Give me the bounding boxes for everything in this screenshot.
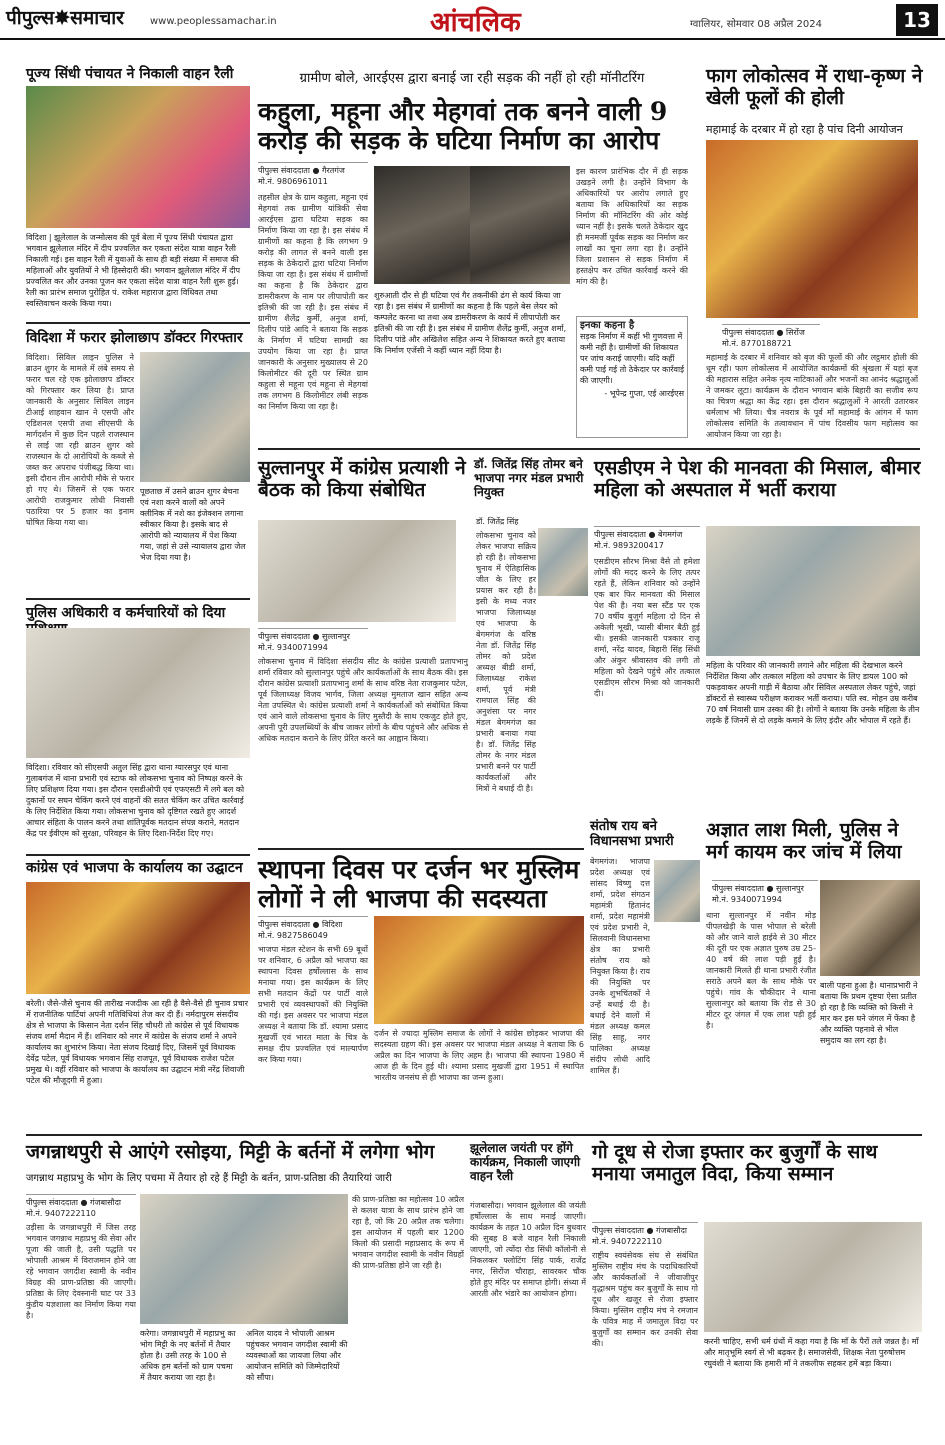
- s11-headline: संतोष राय बने विधानसभा प्रभारी: [590, 819, 674, 849]
- s10-body: भाजपा मंडल स्टेशन के सभी 69 बूथों पर शनिवार, 6 अप्रैल को भाजपा का स्थापना दिवस हर्षोल्लास के साथ मनाया गया। इस कार्यक्रम के लिए सभी मतदान केंद्रों पर पार्टी वाले प्रभारी एवं व्यवस्थापकों की नियुक्ति की गई। इस अवसर पर भाजपा मंडल अध्यक्ष ने बताया कि डॉ. श्यामा प्रसाद मुखर्जी एवं भारत माता के चित्र के समक्ष दीप प्रज्वलित एवं माल्यार्पण कर किया गया।: [258, 945, 368, 1064]
- s10-mobile: मो.नं. 9827586049: [258, 931, 328, 940]
- s9-caption: महिला के परिवार की जानकारी लगाने और महिला की देखभाल करने निर्देशित किया और तत्काल महिला को उपचार के लिए डायल 100 को पकड़वाकर अपनी गाड़ी में बैठाया और सिविल अस्पताल लेकर पहुंचे, जहां डॉक्टरों से स्वास्थ्य परीक्षण कराकर भर्ती कराया। पति स्व. मोहन उम्र करीब 70 वर्ष निवासी ग्राम उस्का की है। लोगों ने बताया कि उनके महिला के तीन लड़के हैं जिनमें से दो लड़के कमाने के लिए इंदौर और भोपाल में रहते हैं।: [706, 661, 920, 725]
- s11-photo: [654, 860, 700, 922]
- s3-title: पुलिस अधिकारी व कर्मचारियों को दिया: [26, 605, 226, 621]
- s15-headline: गो दूध से रोजा इफ्तार कर बुजुर्गों के साथ मनाया जमातुल विदा, किया सम्मान: [592, 1141, 878, 1185]
- s6-photo: [706, 140, 918, 318]
- s3-caption: विदिशा। रविवार को सीएसपी अतुल सिंह द्वारा थाना ग्यारसपुर एवं थाना गुलाबगंज में थाना प्रभारी एवं स्टाफ को लोकसभा चुनाव को निष्पक्ष करने के लिए प्रशिक्षण दिया गया। इस दौरान एसडीओपी एवं एफएसटी में लगे बल को दुकानों पर सघन चेकिंग करने एवं वाहनों की सतत चेकिंग कर उचित कार्रवाई के लिए निर्देशित किया गया। लोकसभा चुनाव को दृष्टिगत रखते हुए आदर्श आचार संहिता के पालन करने तथा शांतिपूर्वक मतदान संपन्न कराने, मतदान केंद्र पर ईवीएम को सुरक्षा, परिवहन के लिए दिशा-निर्देश दिए गए।: [26, 763, 245, 838]
- page-number: 13: [896, 4, 938, 36]
- s6-kicker: महामाई के दरबार में हो रहा है पांच दिनी आयोजन: [706, 123, 903, 136]
- s12-byline: पीपुल्स संवाददाता ● सुल्तानपुर: [712, 880, 818, 894]
- s4-photo: [26, 882, 250, 994]
- s2-caption: पूछताछ में उसने ब्राउन शुगर बेचना एवं नशा करने वालों को अपने क्लीनिक में नशे का इंजेक्शन लगाना स्वीकार किया है। इसके बाद से आरोपी को न्यायालय में पेश किया गया, जहां से उसे न्यायालय द्वारा जेल भेज दिया गया है।: [140, 487, 246, 562]
- divider: [26, 598, 250, 600]
- s15-caption: करनी चाहिए, सभी धर्म ग्रंथों में कहा गया है कि माँ के पैरों तले जन्नत है। माँ और मातृभूमि स्वर्ग से भी बढ़कर है। समाजसेवी, शिक्षक नेता पुरुषोत्तम रघुवंशी ने बताया कि हमारी माँ ने तकलीफ सहकर हमें बड़ा किया।: [704, 1337, 919, 1368]
- s10-headline: स्थापना दिवस पर दर्जन भर मुस्लिम लोगों ने ली भाजपा की सदस्यता: [258, 855, 580, 913]
- s2-photo: [140, 352, 250, 482]
- divider: [258, 848, 584, 850]
- s13-body: उड़ीसा के जगन्नाथपुरी में जिस तरह भगवान जगन्नाथ महाप्रभु की सेवा और पूजा की जाती है, उसी पद्धति पर भोपाली आश्रम में विराजमान होने जा रहे भगवान जगदीश स्वामी के नवीन विग्रह की प्राण-प्रतिष्ठा की जाएगी। प्रतिष्ठा के लिए देवस्नानी घाट पर 33 कुंडीय यज्ञशाला का निर्माण किया गया है।: [26, 1223, 136, 1320]
- s12-mobile: मो.नं. 9340071994: [712, 895, 782, 904]
- s15-byline: पीपुल्स संवाददाता ● गंजबासौदा: [592, 1222, 698, 1236]
- edition-date: ग्वालियर, सोमवार 08 अप्रैल 2024: [690, 19, 822, 30]
- s7-mobile: मो.नं. 9340071994: [258, 643, 328, 652]
- s1-photo: [26, 86, 250, 228]
- s4-caption: बरेली। जैसे-जैसे चुनाव की तारीख नजदीक आ रही है वैसे-वैसे ही चुनाव प्रचार में राजनीतिक पार्टियां अपनी गतिविधियां तेज कर दी हैं। नर्मदापुरम संसदीय क्षेत्र से भाजपा के किसान नेता दर्शन सिंह चौधरी तो कांग्रेस से पूर्व विधायक संजय शर्मा मैदान में हैं। शनिवार को नगर में कांग्रेस के संजय शर्मा ने अपने कार्यालय का शुभारंभ किया। नेता संजय दिखाई दिए, जिसमें पूर्व विधायक देवेंद्र पटेल, पूर्व विधायक भगवान सिंह राजपूत, पूर्व विधायक राजेश पटेल प्रमुख थे। वहीं रविवार को भाजपा के कार्यालय का उद्घाटन मंत्री नरेंद्र शिवाजी पटेल की मौजूदगी में हुआ।: [26, 999, 249, 1085]
- s15-mobile: मो.नं. 9407222110: [592, 1237, 662, 1246]
- s5-byline: पीपुल्स संवाददाता ● गैरतगंज: [258, 162, 368, 176]
- s6-byline: पीपुल्स संवाददाता ● सिरोंज: [722, 324, 820, 338]
- s6-headline: फाग लोकोत्सव में राधा-कृष्ण ने खेली फूलों की होली: [706, 65, 923, 109]
- s8-photo: [538, 528, 588, 596]
- s8-byline: डॉ. जितेंद्र सिंह: [476, 517, 519, 526]
- info-text: सड़क निर्माण में कहीं भी गुणवत्ता में कमी नहीं है। ग्रामीणों की शिकायत पर जांच कराई जाएगी। यदि कहीं कमी पाई गई तो ठेकेदार पर कार्रवाई की जाएगी।: [580, 332, 685, 385]
- masthead: [0, 0, 945, 40]
- s13-photo-temple: [140, 1194, 348, 1324]
- website-url[interactable]: www.peoplessamachar.in: [150, 16, 277, 27]
- s3-photo: [26, 628, 250, 758]
- s5-mobile: मो.नं. 9806961011: [258, 177, 328, 186]
- divider: [26, 322, 250, 324]
- info-title: इनका कहना है: [580, 320, 635, 331]
- s13-mobile: मो.नं. 9407222110: [26, 1209, 96, 1218]
- divider: [26, 854, 250, 856]
- s13-caption: करेगा। जगन्नाथपुरी में महाप्रभु का भोग मिट्टी के नए बर्तनों में तैयार होता है। उसी तरह के 100 से अधिक हम बर्तनों को ग्राम पचमा में तैयार कराया जा रहा है।: [140, 1329, 236, 1382]
- s13-headline: जगन्नाथपुरी से आएंगे रसोइया, मिट्टी के बर्तनों में लगेगा भोग: [26, 1141, 435, 1163]
- s9-byline: पीपुल्स संवाददाता ● बेगमगंज: [594, 526, 700, 540]
- info-sign: - भूपेन्द्र गुप्ता, एई आरईएस: [604, 389, 684, 398]
- s12-headline: अज्ञात लाश मिली, पुलिस ने मर्ग कायम कर जांच में लिया: [706, 819, 902, 863]
- s2-body: विदिशा। सिविल लाइन पुलिस ने ब्राउन शुगर के मामले में लंबे समय से फरार चल रहे एक झोलाछाप डॉक्टर को गिरफ्तार कर लिया है। प्राप्त जानकारी के अनुसार सिविल लाइन टीआई शाहवान खान ने एसपी और एडिशनल एसपी तथा सीएसपी के मार्गदर्शन में कुछ दिन पहले राजस्थान से लाई जा रही ब्राउन शुगर को राजस्थान के दो आरोपियों के कब्जे से जब्त कर अपराध पंजीबद्ध किया था। इसी दौरान तीन आरोपी मौके से फरार हो गए थे। जिसमें से एक फरार आरोपी राजकुमार लोधी निवासी पठारिया पर 5 हजार का इनाम घोषित किया गया था।: [26, 353, 134, 527]
- s15-body: राष्ट्रीय स्वयंसेवक संघ से संबंधित मुस्लिम राष्ट्रीय मंच के पदाधिकारियों और कार्यकर्ताओं ने जीवाजीपुर वृद्धाश्रम पहुंच कर बुजुर्गों के साथ गो दूध और खजूर से रोजा इफ्तार किया। मुस्लिम राष्ट्रीय मंच ने रमजान के पवित्र माह में जमातुल विदा पर बुजुर्गों का सम्मान कर उनकी सेवा की।: [592, 1251, 698, 1348]
- s7-byline: पीपुल्स संवाददाता ● सुल्तानपुर: [258, 628, 368, 642]
- s14-headline: झूलेलाल जयंती पर होंगे कार्यक्रम, निकाली जाएगी वाहन रैली: [470, 1141, 581, 1183]
- section-title: आंचलिक: [430, 7, 521, 38]
- s10-byline: पीपुल्स संवाददाता ● विदिशा: [258, 916, 368, 930]
- s13-kicker: जगन्नाथ महाप्रभु के भोग के लिए पचमा में तैयार हो रहे हैं मिट्टी के बर्तन, प्राण-प्रतिष्ठा की तैयारियां जारी: [26, 1173, 392, 1184]
- s5-photo-road-2: [470, 166, 570, 284]
- s9-body: एसडीएम सौरभ मिश्रा वैसे तो हमेशा लोगों की मदद करने के लिए तत्पर रहते हैं, लेकिन शनिवार को उन्होंने एक बार फिर मानवता की मिसाल पेश की है। नया बस स्टैंड पर एक 70 वर्षीय बुजुर्ग महिला दो दिन से अकेली भूखी, प्यासी बीमार बैठी हुई थी। इसकी जानकारी पत्रकार राजू शर्मा, नरेंद्र यादव, बिहारी सिंह सिंधी और अंकुर श्रीवास्तव की लगी तो महिला को देखने पहुंचे और तत्काल एसडीएम सौरभ मिश्रा को जानकारी दी।: [594, 557, 700, 698]
- s8-headline: डॉ. जितेंद्र सिंह तोमर बने भाजपा नगर मंडल प्रभारी नियुक्त: [474, 457, 584, 499]
- s5-caption: शुरुआती दौर से ही घटिया एवं गैर तकनीकी ढंग से कार्य किया जा रहा है। इस संबंध में ग्रामीणों का कहना है कि पहले बेस लेयर को कम्पलेट करना था तथा अब डामरीकरण के कार्य में लीपापोती कर इतिश्री की जा रही है। इस संबंध में ग्रामीण शैलेंद्र कुर्मी, अनुज शर्मा, दिलीप पांडे और अखिलेश सहित अन्य ने शिकायत करते हुए बताया कि निर्माण एजेंसी ने कहीं ध्यान नहीं दिया है।: [374, 291, 567, 355]
- s9-headline: एसडीएम ने पेश की मानवता की मिसाल, बीमार महिला को अस्पताल में भर्ती कराया: [594, 457, 921, 501]
- s14-body: गंजबासौदा। भगवान झूलेलाल की जयंती हर्षोल्लास के साथ मनाई जाएगी। कार्यक्रम के तहत 10 अप्रैल दिन बुधवार की सुबह 8 बजे वाहन रैली निकाली जाएगी, जो त्योंदा रोड सिंधी कॉलोनी से निकलकर फ्लोटिंग सिंह पार्क, राजेंद्र नगर, सिरोंज चौराहा, सावरकर चौक होते हुए मंदिर पर समाप्त होगी। संध्या में आरती और भंडारे का आयोजन होगा।: [470, 1201, 586, 1298]
- s4-title: कांग्रेस एवं भाजपा के कार्यालय का उद्घाटन: [26, 860, 243, 876]
- s5-body-2: इस कारण प्रारंभिक दौर में ही सड़क उखड़ने लगी है। उन्होंने विभाग के अधिकारियों पर आरोप लगाते हुए बताया कि अधिकारियों का सड़क निर्माण की मॉनिटरिंग की ओर कोई ध्यान नहीं है। इसके चलते ठेकेदार खुद ही मनमर्जी पूर्वक सड़क का निर्माण कर लाखों का चूना लगा रहा है। उन्होंने जिला प्रशासन से सड़क निर्माण में हस्तक्षेप कर उचित कार्रवाई करने की मांग की है।: [576, 167, 688, 286]
- s2-title: विदिशा में फरार झोलाछाप डॉक्टर गिरफ्तार: [26, 330, 243, 346]
- s10-body-2: दर्जन से ज्यादा मुस्लिम समाज के लोगों ने कांग्रेस छोड़कर भाजपा की सदस्यता ग्रहण की। इस अवसर पर भाजपा मंडल अध्यक्ष ने बताया कि 6 अप्रैल का दिन भाजपा के लिए अहम है। भाजपा की स्थापना 1980 में आज ही के दिन हुई थी। श्यामा प्रसाद मुखर्जी द्वारा 1951 में स्थापित भारतीय जनसंघ से ही भाजपा का जन्म हुआ।: [374, 1029, 584, 1082]
- s11-body: बेगमगंज। भाजपा प्रदेश अध्यक्ष एवं सांसद विष्णु दत्त शर्मा, प्रदेश संगठन महामंत्री हितानंद शर्मा, प्रदेश महामंत्री एवं प्रदेश प्रभारी ने, सिलवानी विधानसभा क्षेत्र का प्रभारी संतोष राय को नियुक्त किया है। राय की नियुक्ति पर उनके शुभचिंतकों ने उन्हें बधाई दी है। बधाई देने वालों में मंडल अध्यक्ष कमल सिंह साहू, नगर पालिका अध्यक्ष संदीप लोधी आदि शामिल हैं।: [590, 857, 650, 1075]
- s10-photo: [374, 916, 584, 1024]
- s8-body: लोकसभा चुनाव को लेकर भाजपा सक्रिय हो रही है। लोकसभा चुनाव में ऐतिहासिक जीत के लिए हर प्रयास कर रही है। इसी के मध्य नजर भाजपा जिलाध्यक्ष एवं भाजपा के बेगमगंज के वरिष्ठ नेता डॉ. जितेंद्र सिंह तोमर को प्रदेश अध्यक्ष बीडी शर्मा, जिलाध्यक्ष राकेश शर्मा, पूर्व मंत्री रामपाल सिंह की अनुशंसा पर नगर मंडल बेगमगंज का प्रभारी बनाया गया है। डॉ. जितेंद्र सिंह तोमर के नगर मंडल प्रभारी बनने पर पार्टी कार्यकर्ताओं और मित्रों ने बधाई दी है।: [476, 531, 536, 793]
- s6-body: महामाई के दरबार में शनिवार को बृज की फूलों की और लट्ठमार होली की धूम रही। फाग लोकोत्सव में आयोजित कार्यक्रमों की श्रृंखला में यहां बृज की महारास सहित अनेक नृत्य नाटिकाओं और भजनों का आनंद श्रद्धालुओं ने जमकर लूटा। कार्यक्रम के दौरान भगवान बांके बिहारी का सजीव रूप का चित्रण श्रद्धा का केंद्र रहा। इस दौरान श्रद्धालुओं ने आरती उतारकर धर्मलाभ भी लिया। चैत्र नवरात्र के पूर्व माँ महामाई के आंगन में फाग लोकोत्सव समिति के तत्वावधान में पांच दिवसीय फाग महोत्सव का आयोजन किया जा रहा है।: [706, 353, 918, 439]
- s5-headline: कहुला, महूना और मेहगवां तक बनने वाली 9 करोड़ की सड़क के घटिया निर्माण का आरोप: [258, 97, 668, 155]
- s9-mobile: मो.नं. 9893200417: [594, 541, 664, 550]
- s12-body: थाना सुल्तानपुर में नवीन मोड़ पीपलखेड़ी के पास भोपाल से बरेली को और जाने वाले हाईवे से 30 मीटर की दूरी पर एक अज्ञात पुरुष उम्र 25-40 वर्ष की लाश पड़ी हुई है। जानकारी मिलते ही थाना प्रभारी रंजीत सराठे अपने बल के साथ मौके पर पहुंचे। गांव के चौकीदार ने थाना सुल्तानपुर को बताया कि रोड से 30 मीटर दूर जंगल में एक लाश पड़ी हुई है।: [706, 911, 816, 1030]
- s7-body: लोकसभा चुनाव में विदिशा संसदीय सीट के कांग्रेस प्रत्याशी प्रतापभानु शर्मा रविवार को सुल्तानपुर पहुंचे और कार्यकर्ताओं के साथ बैठक की। इस दौरान कांग्रेस प्रत्याशी प्रतापभानु शर्मा के साथ वरिष्ठ नेता राजकुमार पटेल, पूर्व जिलाध्यक्ष विजय भार्गव, जिला अध्यक्ष मुमताज खान सहित अन्य नेता उपस्थित थे। कांग्रेस प्रत्याशी शर्मा ने कार्यकर्ताओं को संबोधित किया एवं आने वाले लोकसभा चुनाव के लिए मुस्तैदी के साथ एकजुट होते हुए, अपनी पूरी उपलब्धियों के बीच जाकर लोगों के बीच पहुंचने और अधिक से अधिक मतदान कराने के लिए प्रेरित करने का आह्वान किया।: [258, 657, 468, 743]
- s7-headline: सुल्तानपुर में कांग्रेस प्रत्याशी ने बैठक को किया संबोधित: [258, 457, 466, 501]
- s1-title: पूज्य सिंधी पंचायत ने निकाली वाहन रैली: [26, 66, 234, 82]
- s1-caption: विदिशा | झूलेलाल के जन्मोत्सव की पूर्व बेला में पूज्य सिंधी पंचायत द्वारा भगवान झूलेलाल मंदिर में दीप प्रज्वलित कर एकता संदेश यात्रा वाहन रैली निकाली गई। इस वाहन रैली में युवाओं के साथ ही बड़ी संख्या में समाज की महिलाओं और युवतियों ने भी हिस्सेदारी की। भगवान झूलेलाल मंदिर में दीप प्रज्वलित कर और उनका पूजन कर एकता संदेश यात्रा वाहन रैली शुरू हुई। रैली का प्रारंभ समाज पुरोहित पं. राकेश महाराज द्वारा विधिवत तथा स्वस्तिवाचन करके किया गया।: [26, 233, 241, 308]
- s12-photo: [820, 880, 920, 976]
- divider: [26, 1134, 922, 1136]
- s12-caption: बाली पहना हुआ है। थानाप्रभारी ने बताया कि प्रथम दृष्टया ऐसा प्रतीत हो रहा है कि व्यक्ति को किसी ने मार कर इस घने जंगल में फेंका है और व्यक्ति पहनावे से भील समुदाय का लग रहा है।: [820, 981, 918, 1045]
- s7-photo: [258, 520, 456, 622]
- s5-info-box: [576, 316, 688, 438]
- s9-photo: [706, 526, 920, 656]
- newspaper-logo: पीपुल्स✸समाचार: [6, 7, 124, 29]
- s5-kicker: ग्रामीण बोले, आरईएस द्वारा बनाई जा रही सड़क की नहीं हो रही मॉनीटरिंग: [299, 71, 645, 86]
- s5-body: तहसील क्षेत्र के ग्राम कहुला, महूना एवं मेहगवां तक ग्रामीण यांत्रिकी सेवा आरईएस द्वारा घटिया सड़क का निर्माण किया जा रहा है। इस संबंध में ग्रामीणों का कहना है कि लगभग 9 करोड़ की लागत से बनने वाली इस सड़क के ठेकेदारों द्वारा घटिया निर्माण किया जा रहा है। इस संबंध में ग्रामीणों का कहना है कि ठेकेदार द्वारा डामरीकरण के नाम पर लीपापोती कर इतिश्री की जा रही है। इस संबंध में ग्रामीण शैलेंद्र कुर्मी, अनुज शर्मा, दिलीप पांडे आदि ने बताया कि सड़क के निर्माण में घटिया सामग्री का उपयोग किया जा रहा है। प्राप्त जानकारी के अनुसार मुख्यालय से 20 किलोमीटर की दूरी पर स्थित ग्राम कहुला से महूना एवं महूना से मेहगवां तक लगभग 8 किलोमीटर लंबी सड़क का निर्माण किया जा रहा है।: [258, 193, 368, 411]
- s13-byline: पीपुल्स संवाददाता ● गंजबासौदा: [26, 1194, 136, 1208]
- s6-mobile: मो.नं. 8770188721: [722, 339, 792, 348]
- s15-photo: [704, 1222, 922, 1332]
- divider: [258, 448, 920, 450]
- s13-caption-2: अनिल यादव ने भोपाली आश्रम पहुंचकर भगवान जगदीश स्वामी की व्यवस्थाओं का जायजा लिया और आयोजन समिति को जिम्मेदारियों को सौंपा।: [246, 1329, 348, 1382]
- s13-body-2: की प्राण-प्रतिष्ठा का महोत्सव 10 अप्रैल से कलश यात्रा के साथ प्रारंभ होने जा रहा है, जो कि 20 अप्रैल तक चलेगा। इस आयोजन में पहली बार 1200 किलो की प्रसादी महाप्रसाद के रूप में भगवान जगदीश स्वामी के नवीन विग्रहों की प्राण-प्रतिष्ठा होने जा रही है।: [352, 1195, 464, 1270]
